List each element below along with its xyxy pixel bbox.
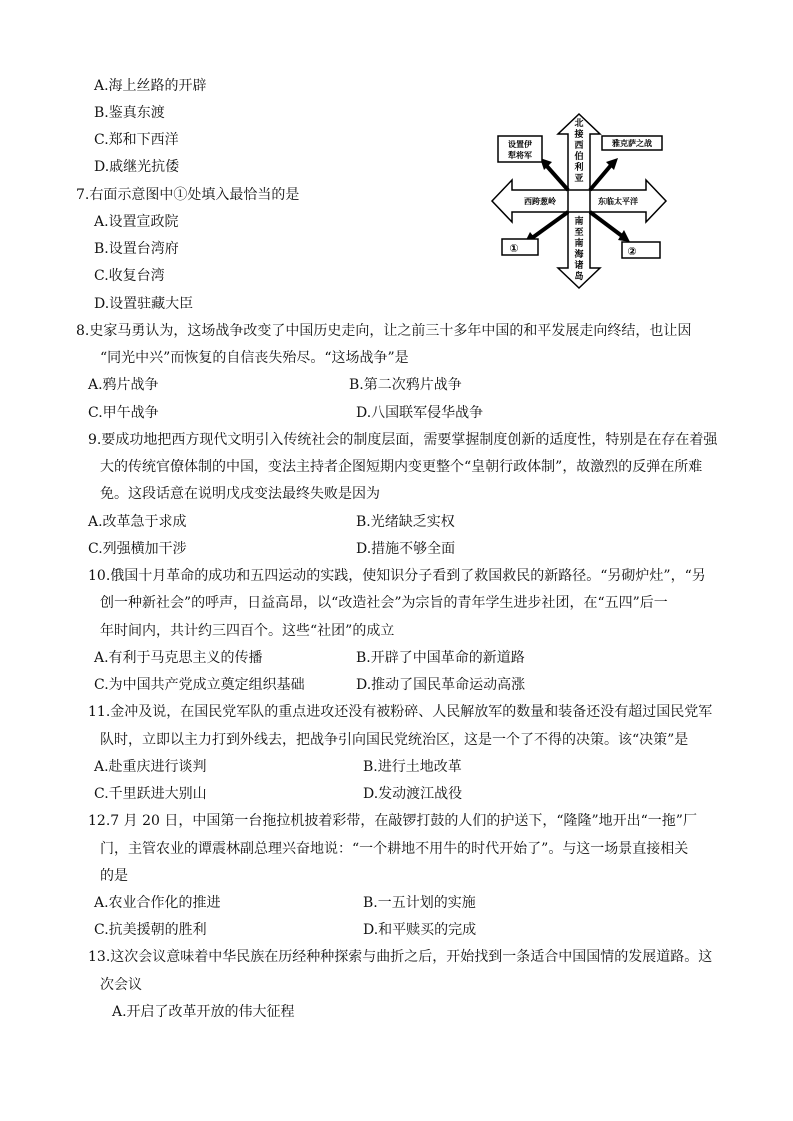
q13-stem-line2: 次会议 xyxy=(100,977,142,993)
q9-option-a: A.改革急于求成 xyxy=(88,514,187,530)
ne-box-text: 雅克萨之战 xyxy=(612,139,652,148)
sw-box xyxy=(502,239,538,255)
q13-option-a: A.开启了改革开放的伟大征程 xyxy=(112,1004,295,1020)
q9-option-b: B.光绪缺乏实权 xyxy=(356,514,455,530)
north-label-char: 西 xyxy=(574,141,584,151)
q6-option-b: B.鉴真东渡 xyxy=(94,105,165,121)
q12-option-d: D.和平赎买的完成 xyxy=(363,922,477,938)
q7-stem: 7.右面示意图中①处填入最恰当的是 xyxy=(76,187,300,203)
west-label: 西跨葱岭 xyxy=(524,197,556,206)
q6-option-c: C.郑和下西洋 xyxy=(94,132,179,148)
nw-box-line2: 犁将军 xyxy=(508,151,532,160)
q9-option-d: D.措施不够全面 xyxy=(356,541,456,557)
q11-option-b: B.进行土地改革 xyxy=(363,759,462,775)
south-label-char: 岛 xyxy=(574,272,584,282)
north-label-char: 亚 xyxy=(574,174,584,184)
q8-option-a: A.鸦片战争 xyxy=(88,377,159,393)
q8-option-b: B.第二次鸦片战争 xyxy=(349,377,462,393)
q8-stem-line2: “同光中兴”而恢复的自信丧失殆尽。“这场战争”是 xyxy=(100,350,409,366)
q7-option-b: B.设置台湾府 xyxy=(94,241,179,257)
q13-stem-line1: 13.这次会议意味着中华民族在历经种种探索与曲折之后，开始找到一条适合中国国情的发展道路。这 xyxy=(88,949,713,965)
q7-option-a: A.设置宣政院 xyxy=(94,214,179,230)
q8-stem-line1: 8.史家马勇认为，这场战争改变了中国历史走向，让之前三十多年中国的和平发展走向终结，也让因 xyxy=(76,323,692,339)
south-label-char: 南 xyxy=(574,239,584,249)
east-label: 东临太平洋 xyxy=(598,197,638,206)
q11-option-d: D.发动渡江战役 xyxy=(363,786,463,802)
north-label-char: 北 xyxy=(574,119,584,129)
q12-stem-line3: 的是 xyxy=(100,868,128,884)
q10-stem-line3: 年时间内，共计约三四百个。这些“社团”的成立 xyxy=(100,623,395,639)
q10-option-b: B.开辟了中国革命的新道路 xyxy=(356,650,525,666)
q10-option-a: A.有利于马克思主义的传播 xyxy=(94,650,263,666)
q6-option-d: D.戚继光抗倭 xyxy=(94,159,180,175)
q10-stem-line2: 创一种新社会”的呼声，日益高昂，以“改造社会”为宗旨的青年学生进步社团，在“五四”后一 xyxy=(100,595,668,611)
q12-option-b: B.一五计划的实施 xyxy=(363,895,476,911)
q9-stem-line1: 9.要成功地把西方现代文明引入传统社会的制度层面，需要掌握制度创新的适度性，特别是在存在着强 xyxy=(88,432,718,448)
q12-stem-line1: 12.7 月 20 日，中国第一台拖拉机披着彩带，在敲锣打鼓的人们的护送下，“隆隆”地开出“一拖”厂 xyxy=(88,813,697,829)
north-label-char: 利 xyxy=(574,163,584,173)
q8-option-d: D.八国联军侵华战争 xyxy=(356,405,484,421)
se-box-label: ② xyxy=(627,245,637,258)
south-label-char: 南 xyxy=(574,217,584,227)
q9-stem-line3: 免。这段话意在说明戊戌变法最终失败是因为 xyxy=(100,486,380,502)
territory-diagram xyxy=(490,112,668,290)
q11-stem-line2: 队时，立即以主力打到外线去，把战争引向国民党统治区，这是一个了不得的决策。该“决策”是 xyxy=(100,732,689,748)
north-label-char: 接 xyxy=(574,130,584,140)
q12-option-a: A.农业合作化的推进 xyxy=(94,895,221,911)
q7-option-c: C.收复台湾 xyxy=(94,268,165,284)
q10-option-d: D.推动了国民革命运动高涨 xyxy=(356,677,526,693)
q11-stem-line1: 11.金冲及说，在国民党军队的重点进攻还没有被粉碎、人民解放军的数量和装备还没有超过国民党军 xyxy=(88,704,713,720)
q6-option-a: A.海上丝路的开辟 xyxy=(94,78,207,94)
q11-option-a: A.赴重庆进行谈判 xyxy=(94,759,207,775)
q12-stem-line2: 门，主管农业的谭震林副总理兴奋地说：“一个耕地不用牛的时代开始了”。与这一场景直接相关 xyxy=(100,841,689,857)
q9-option-c: C.列强横加干涉 xyxy=(88,541,187,557)
north-label-char: 伯 xyxy=(574,152,584,162)
q11-option-c: C.千里跃进大别山 xyxy=(94,786,207,802)
q12-option-c: C.抗美援朝的胜利 xyxy=(94,922,207,938)
south-label-char: 海 xyxy=(574,250,584,260)
sw-box-label: ① xyxy=(509,242,519,255)
nw-box-line1: 设置伊 xyxy=(508,140,532,149)
q9-stem-line2: 大的传统官僚体制的中国，变法主持者企图短期内变更整个“皇朝行政体制”，故激烈的反弹在所难 xyxy=(100,459,703,475)
q10-option-c: C.为中国共产党成立奠定组织基础 xyxy=(94,677,305,693)
south-label-char: 诸 xyxy=(574,261,584,271)
q8-option-c: C.甲午战争 xyxy=(88,405,159,421)
q10-stem-line1: 10.俄国十月革命的成功和五四运动的实践，使知识分子看到了救国救民的新路径。“另砌炉灶”，“另 xyxy=(88,568,706,584)
q7-option-d: D.设置驻藏大臣 xyxy=(94,296,194,312)
south-label-char: 至 xyxy=(574,228,584,238)
